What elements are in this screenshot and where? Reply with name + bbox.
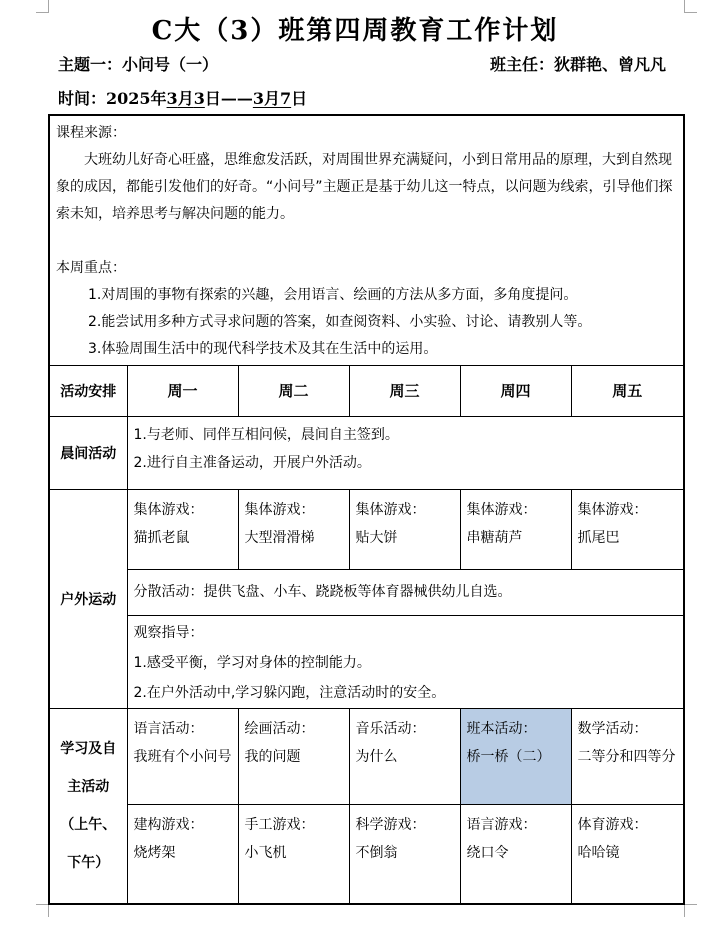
study-wed-1 xyxy=(349,708,460,804)
focus-item: 2.能尝试用多种方式寻求问题的答案，如查阅资料、小实验、讨论、请教别人等。 xyxy=(88,314,592,330)
study-wed-2 xyxy=(349,804,460,904)
study-fri-2 xyxy=(571,804,684,904)
activity-type: 建构游戏： xyxy=(133,816,204,833)
game-type: 集体游戏： xyxy=(133,501,204,518)
study-mon-2 xyxy=(127,804,238,904)
source-text: 大班幼儿好奇心旺盛，思维愈发活跃，对周围世界充满疑问，小到日常用品的原理，大到自然现象的成因，都能引发他们的好奇。“小问号”主题正是基于幼儿这一特点，以问题为线索，引导他们探索未知，培养思考与解决问题的能力。 xyxy=(56,152,673,222)
morning-label: 晨间活动 xyxy=(49,416,127,489)
activity-type: 体育游戏： xyxy=(577,816,648,833)
activity-type: 绘画活动： xyxy=(244,720,315,737)
month-label: 月 xyxy=(177,89,194,108)
focus-item: 1.对周围的事物有探索的兴趣，会用语言、绘画的方法从多方面，多角度提问。 xyxy=(88,287,578,303)
activity-name: 绕口令 xyxy=(466,844,509,861)
study-mon-1 xyxy=(127,708,238,804)
activity-name: 我班有个小问号 xyxy=(133,748,232,765)
activity-name: 烧烤架 xyxy=(133,844,176,861)
game-type: 集体游戏： xyxy=(577,501,648,518)
page-corner-mark xyxy=(684,904,697,917)
start-day: 3 xyxy=(193,89,205,108)
outdoor-observe-cell xyxy=(127,615,684,708)
activity-name: 小飞机 xyxy=(244,844,287,861)
activity-type: 音乐活动： xyxy=(355,720,426,737)
study-label-line: 学习及自 xyxy=(60,740,117,757)
page-corner-mark xyxy=(36,904,49,917)
plan-table xyxy=(48,114,685,905)
game-name: 大型滑滑梯 xyxy=(244,529,315,546)
activity-name: 为什么 xyxy=(355,748,398,765)
game-name: 抓尾巴 xyxy=(577,529,620,546)
day-header-mon: 周一 xyxy=(127,365,238,416)
teacher-line: 班主任：狄群艳、曾凡凡 xyxy=(489,55,666,74)
game-type: 集体游戏： xyxy=(466,501,537,518)
study-label-line: 主活动 xyxy=(67,778,110,795)
study-label-line: 下午） xyxy=(67,854,110,871)
observe-item: 2.在户外活动中,学习躲闪跑，注意活动时的安全。 xyxy=(133,684,446,701)
game-name: 贴大饼 xyxy=(355,529,398,546)
outdoor-scattered: 分散活动：提供飞盘、小车、跷跷板等体育器械供幼儿自选。 xyxy=(127,569,684,615)
activity-name: 桥一桥（二） xyxy=(466,748,551,765)
activity-type: 手工游戏： xyxy=(244,816,315,833)
time-prefix: 时间：2025年 xyxy=(58,89,167,108)
day-label: 日 xyxy=(204,89,221,108)
outdoor-game-thu xyxy=(460,489,571,569)
activity-name: 二等分和四等分 xyxy=(577,748,676,765)
study-thu-1 xyxy=(460,708,571,804)
game-name: 串糖葫芦 xyxy=(466,529,523,546)
game-name: 猫抓老鼠 xyxy=(133,529,190,546)
day-header-fri: 周五 xyxy=(571,365,684,416)
study-label xyxy=(49,708,127,904)
morning-line: 2.进行自主准备运动，开展户外活动。 xyxy=(133,454,371,471)
study-label-line: （上午、 xyxy=(60,816,117,833)
outdoor-game-fri xyxy=(571,489,684,569)
end-month: 3 xyxy=(252,89,264,108)
day-header-thu: 周四 xyxy=(460,365,571,416)
activity-name: 哈哈镜 xyxy=(577,844,620,861)
source-label: 课程来源： xyxy=(56,125,126,141)
activity-name: 我的问题 xyxy=(244,748,301,765)
outdoor-game-tue xyxy=(238,489,349,569)
day-header-tue: 周二 xyxy=(238,365,349,416)
activity-name: 不倒翁 xyxy=(355,844,398,861)
activity-type: 数学活动： xyxy=(577,720,648,737)
start-month: 3 xyxy=(166,89,178,108)
observe-label: 观察指导： xyxy=(133,624,204,641)
end-day: 7 xyxy=(280,89,292,108)
morning-line: 1.与老师、同伴互相问候，晨间自主签到。 xyxy=(133,426,399,443)
outdoor-game-mon xyxy=(127,489,238,569)
game-type: 集体游戏： xyxy=(244,501,315,518)
activity-type: 语言活动： xyxy=(133,720,204,737)
study-thu-2 xyxy=(460,804,571,904)
activity-type: 科学游戏： xyxy=(355,816,426,833)
spacer xyxy=(56,228,677,255)
date-dash: —— xyxy=(220,89,253,108)
intro-cell xyxy=(49,115,684,365)
study-tue-2 xyxy=(238,804,349,904)
schedule-header-label: 活动安排 xyxy=(49,365,127,416)
page-title: C大（3）班第四周教育工作计划 xyxy=(151,16,559,46)
morning-cell xyxy=(127,416,684,489)
time-line xyxy=(58,86,307,109)
observe-item: 1.感受平衡，学习对身体的控制能力。 xyxy=(133,654,371,671)
outdoor-label: 户外运动 xyxy=(49,489,127,708)
day-label-2: 日 xyxy=(291,89,308,108)
game-type: 集体游戏： xyxy=(355,501,426,518)
theme-line: 主题一：小问号（一） xyxy=(58,55,219,74)
outdoor-game-wed xyxy=(349,489,460,569)
study-fri-1 xyxy=(571,708,684,804)
study-tue-1 xyxy=(238,708,349,804)
day-header-wed: 周三 xyxy=(349,365,460,416)
focus-label: 本周重点： xyxy=(56,260,126,276)
month-label-2: 月 xyxy=(264,89,281,108)
focus-item: 3.体验周围生活中的现代科学技术及其在生活中的运用。 xyxy=(88,341,438,357)
activity-type: 班本活动： xyxy=(466,720,537,737)
activity-type: 语言游戏： xyxy=(466,816,537,833)
